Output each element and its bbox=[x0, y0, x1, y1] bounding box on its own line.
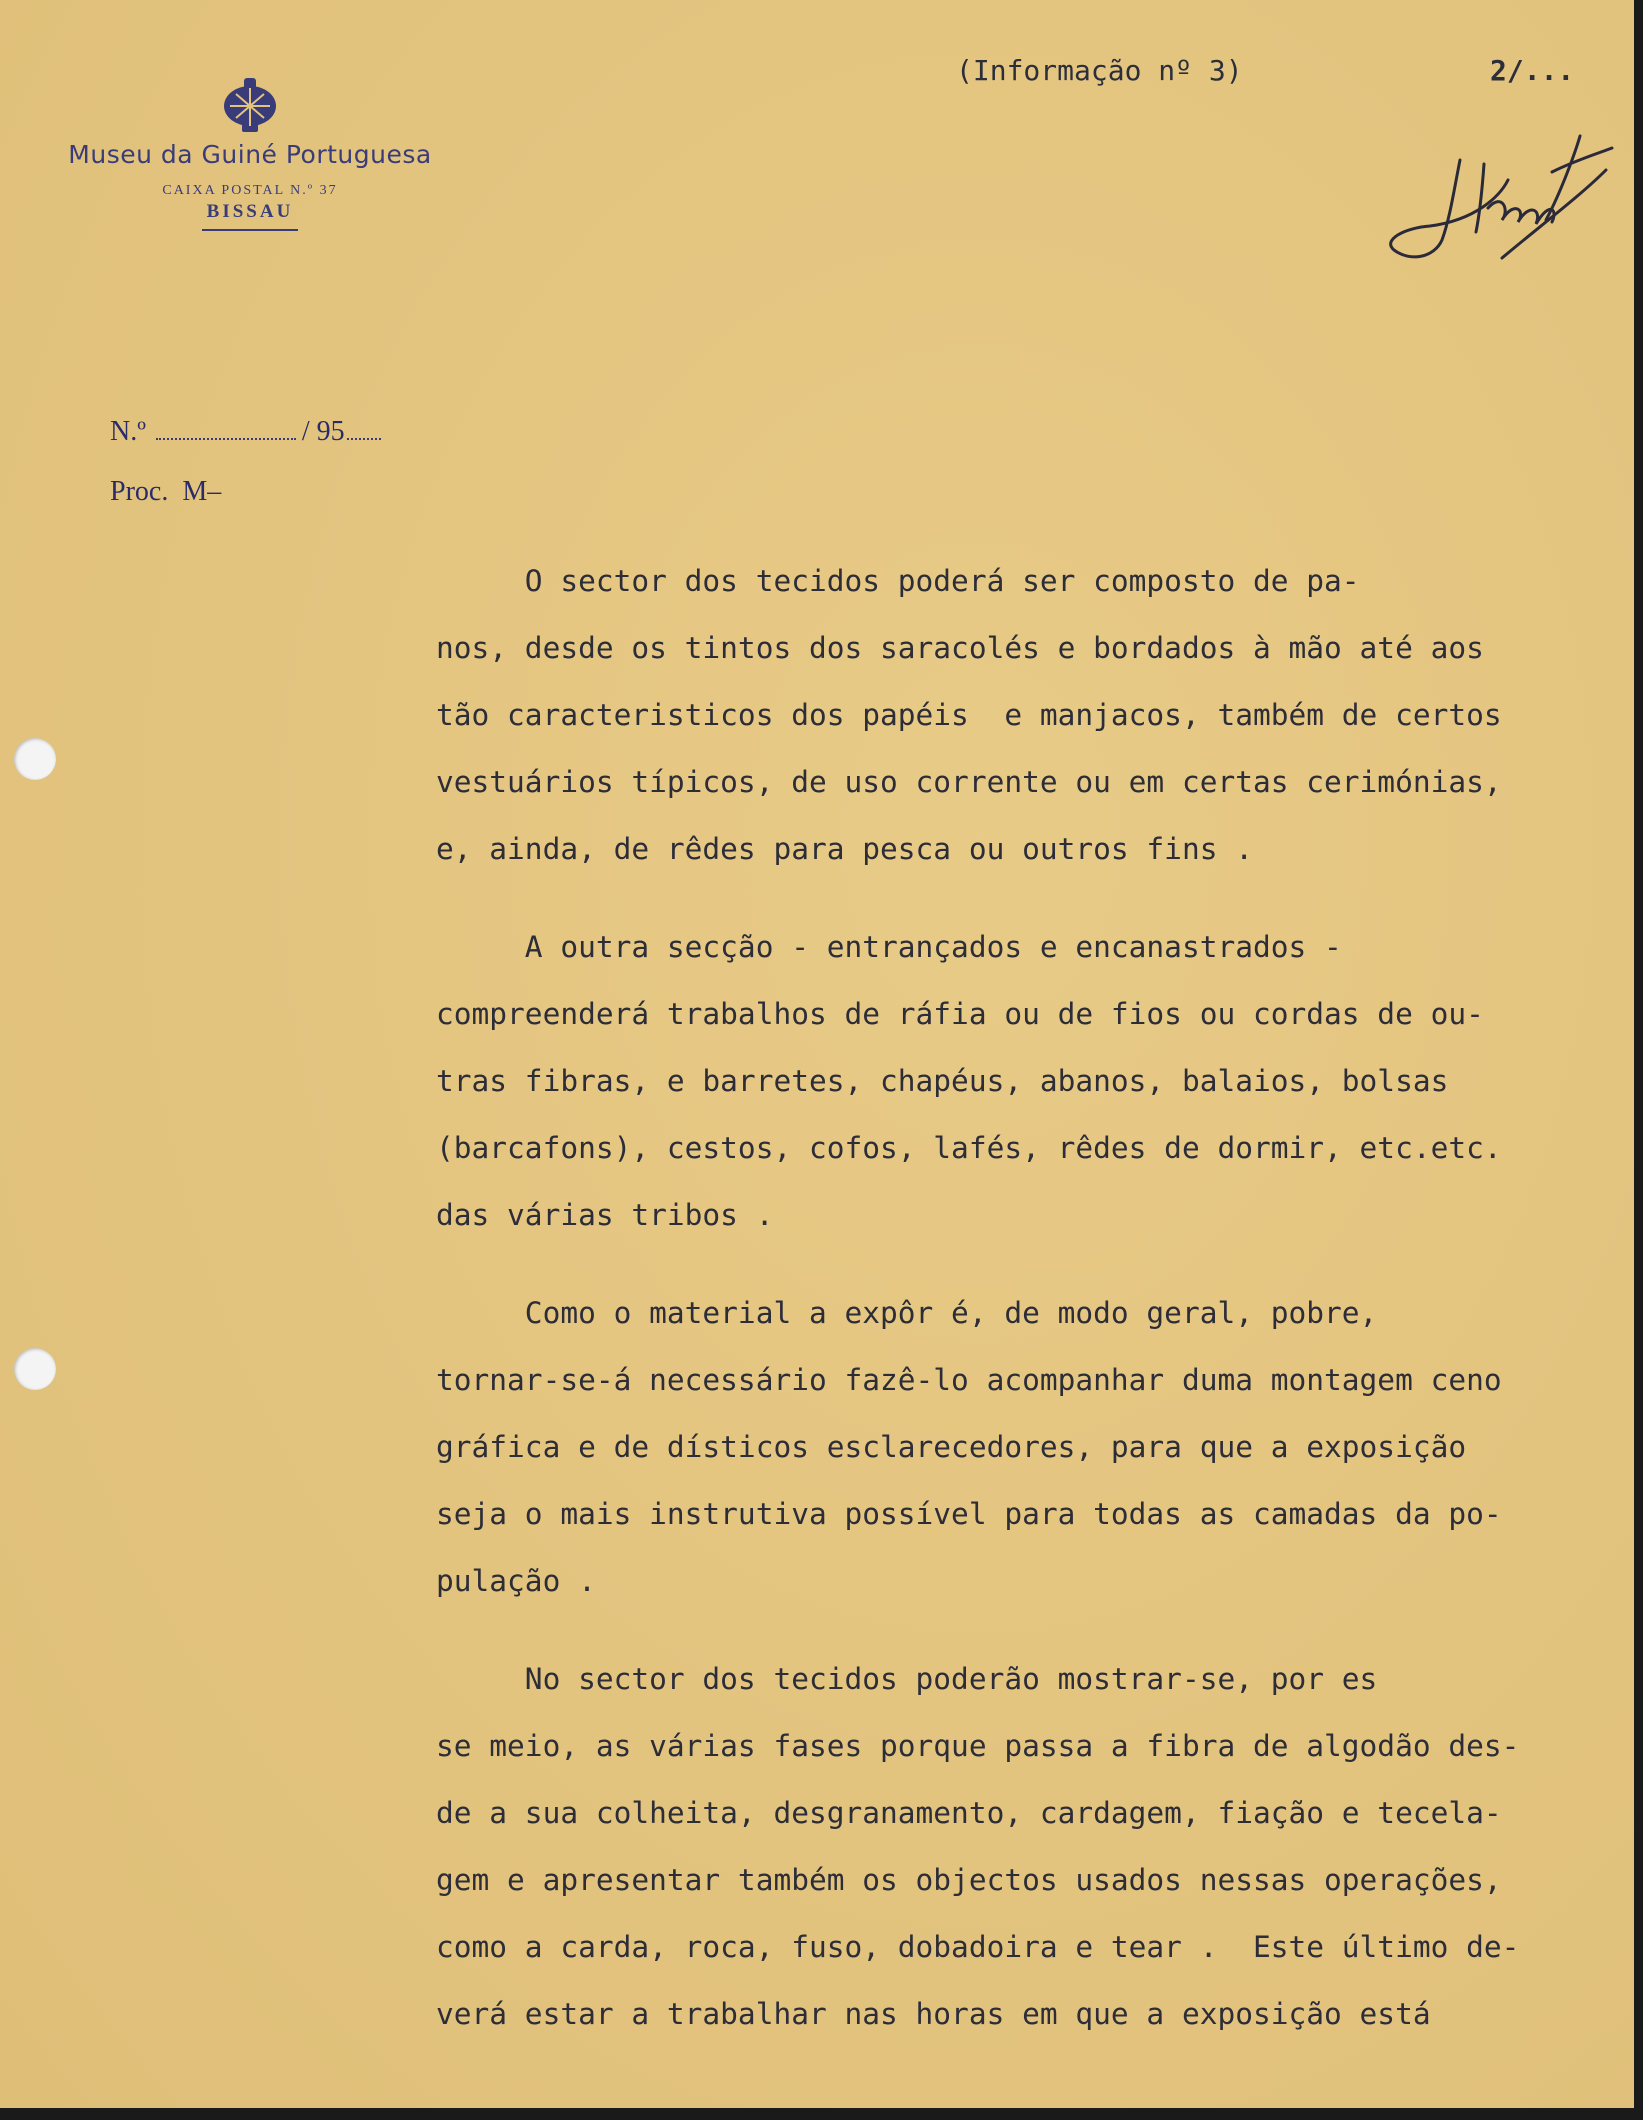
crest-icon bbox=[214, 74, 286, 134]
text-line: seja o mais instrutiva possível para todas as camadas da po- bbox=[436, 1497, 1502, 1531]
text-line: e, ainda, de rêdes para pesca ou outros fins . bbox=[436, 832, 1253, 866]
text-line: gráfica e de dísticos esclarecedores, para que a exposição bbox=[436, 1430, 1467, 1464]
text-line: tornar-se-á necessário fazê-lo acompanhar duma montagem ceno bbox=[436, 1363, 1502, 1397]
text-line: A outra secção - entrançados e encanastrados - bbox=[436, 930, 1342, 964]
text-line: se meio, as várias fases porque passa a fibra de algodão des- bbox=[436, 1729, 1520, 1763]
text-line: tão caracteristicos dos papéis e manjacos, também de certos bbox=[436, 698, 1502, 732]
signature-icon bbox=[1380, 100, 1620, 280]
paragraph-gap bbox=[436, 883, 1634, 914]
caixa-postal: CAIXA POSTAL N.º 37 bbox=[162, 183, 338, 198]
text-line: pulação . bbox=[436, 1564, 596, 1598]
no-value: / 95 bbox=[301, 416, 345, 447]
text-line: tras fibras, e barretes, chapéus, abanos, balaios, bolsas bbox=[436, 1064, 1449, 1098]
text-line: das várias tribos . bbox=[436, 1198, 774, 1232]
punch-hole bbox=[14, 1348, 56, 1390]
letter-body bbox=[436, 548, 1634, 2048]
text-line: nos, desde os tintos dos saracolés e bordados à mão até aos bbox=[436, 631, 1484, 665]
text-line: Como o material a expôr é, de modo geral, pobre, bbox=[436, 1296, 1378, 1330]
info-number: (Informação nº 3) bbox=[956, 54, 1243, 87]
paragraph-gap bbox=[436, 1249, 1634, 1280]
text-line: vestuários típicos, de uso corrente ou em certas cerimónias, bbox=[436, 765, 1502, 799]
dotted-field bbox=[156, 438, 296, 440]
proc-label: Proc. bbox=[110, 476, 169, 507]
no-label: N.º bbox=[110, 416, 146, 447]
proc-value: M– bbox=[182, 476, 222, 507]
paragraph-gap bbox=[436, 1615, 1634, 1646]
letterhead-rule bbox=[202, 229, 298, 231]
punch-hole bbox=[14, 738, 56, 780]
text-line: gem e apresentar também os objectos usados nessas operações, bbox=[436, 1863, 1502, 1897]
reference-number bbox=[110, 416, 381, 448]
text-line: de a sua colheita, desgranamento, cardagem, fiação e tecela- bbox=[436, 1796, 1502, 1830]
museum-name: Museu da Guiné Portuguesa bbox=[68, 140, 432, 169]
text-line: (barcafons), cestos, cofos, lafés, rêdes de dormir, etc.etc. bbox=[436, 1131, 1502, 1165]
dotted-field bbox=[347, 438, 381, 440]
page-continuation: 2/... bbox=[1490, 54, 1575, 87]
text-line: como a carda, roca, fuso, dobadoira e tear . Este último de- bbox=[436, 1930, 1520, 1964]
process-reference bbox=[110, 476, 221, 508]
text-line: compreenderá trabalhos de ráfia ou de fios ou cordas de ou- bbox=[436, 997, 1484, 1031]
text-line: verá estar a trabalhar nas horas em que a exposição está bbox=[436, 1997, 1431, 2031]
text-line: O sector dos tecidos poderá ser composto de pa- bbox=[436, 564, 1360, 598]
text-line: No sector dos tecidos poderão mostrar-se, por es bbox=[436, 1662, 1378, 1696]
city-name: BISSAU bbox=[206, 201, 294, 222]
letterhead bbox=[40, 74, 460, 231]
